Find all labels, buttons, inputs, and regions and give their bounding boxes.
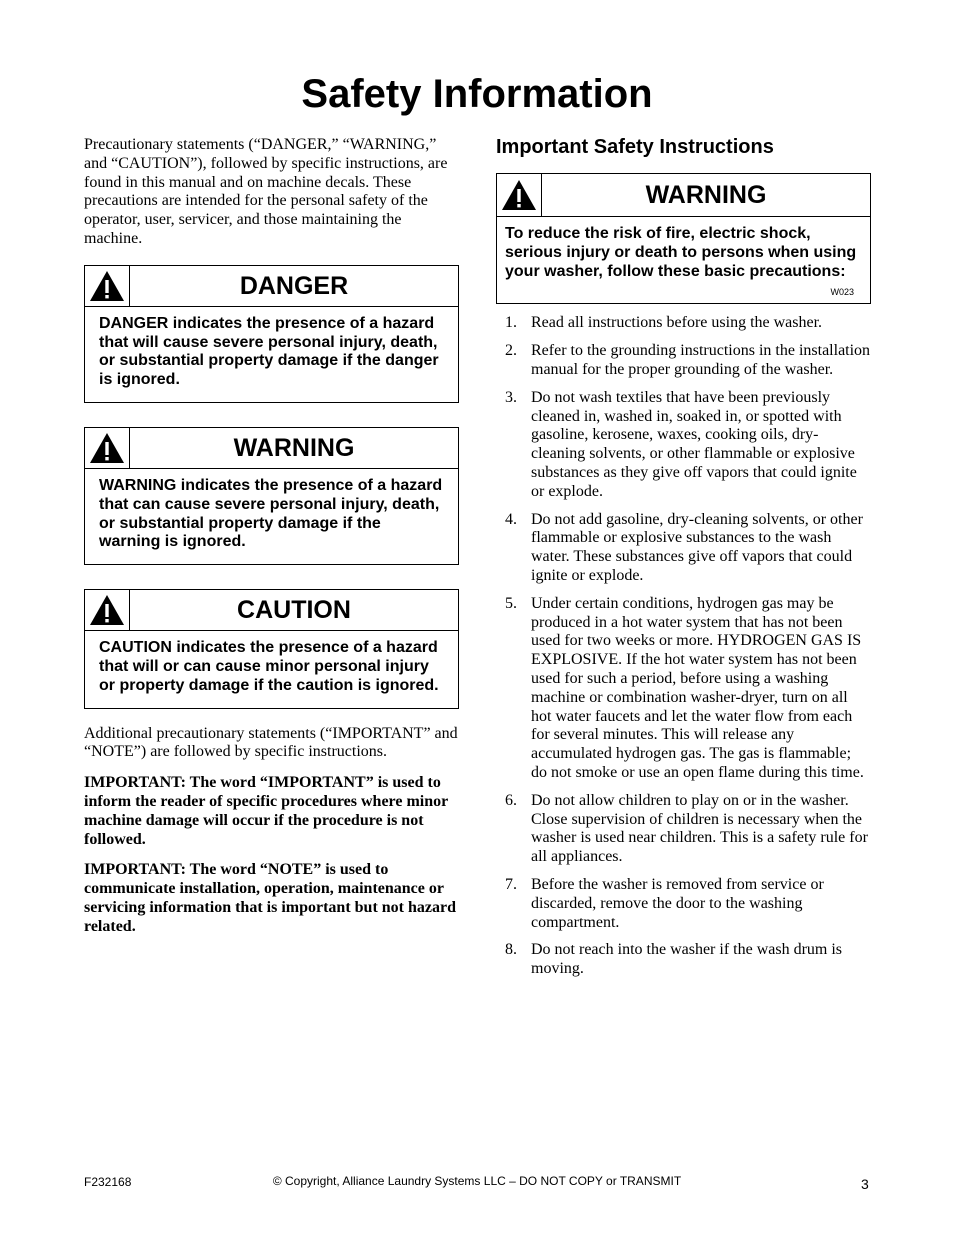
item-number: 7. [505,875,517,893]
list-item [496,876,871,932]
list-item [496,511,871,586]
note-paragraph: IMPORTANT: The word “NOTE” is used to communicate installation, operation, maintenance or servicing information that is important but not hazard related. [84,861,456,935]
warning-triangle-icon [497,174,542,216]
additional-paragraph: Additional precautionary statements (“IMPORTANT” and “NOTE”) are followed by specific instructions. [84,724,458,761]
item-text: Refer to the grounding instructions in the installation manual for the proper grounding of the washer. [531,342,871,378]
warning-title: WARNING [233,433,355,462]
intro-paragraph: Precautionary statements (“DANGER,” “WARNING,” and “CAUTION”), followed by specific instructions, are found in this manual and on machine decals. These precautions are intended for the personal safety of the operator, user, servicer, and those maintaining the machine. [84,136,448,247]
page-number: 3 [861,1176,869,1192]
warning-code: W023 [830,287,854,298]
footer-doc-number: F232168 [84,1175,132,1189]
caution-box-header [85,590,458,631]
caution-box [84,589,459,708]
item-number: 6. [505,791,517,809]
list-item [496,314,871,333]
section-heading: Important Safety Instructions [496,136,774,158]
warning-box [84,427,459,565]
list-item [496,389,871,502]
danger-body: DANGER indicates the presence of a hazard that will cause severe personal injury, death, or substantial property damage if the danger is ignored. [99,314,439,389]
item-text: Before the washer is removed from service or discarded, remove the door to the washing compartment. [531,875,824,931]
item-text: Do not add gasoline, dry-cleaning solvents, or other flammable or explosive substances to the wash water. These substances give off vapors that could ignite or explode. [531,510,863,584]
list-item [496,342,871,380]
list-item [496,792,871,867]
right-column [496,133,871,988]
safety-warning-title: WARNING [645,181,767,209]
item-number: 1. [505,314,517,332]
instructions-list [496,314,871,979]
item-text: Do not reach into the washer if the wash drum is moving. [531,941,843,978]
warning-box-header [85,428,458,469]
safety-warning-body: To reduce the risk of fire, electric shock, serious injury or death to persons when using your washer, follow these basic precautions: [505,225,857,280]
caution-title: CAUTION [237,596,351,625]
left-column [84,136,459,949]
safety-warning-header [497,174,870,217]
list-item [496,595,871,783]
item-text: Read all instructions before using the washer. [531,314,823,332]
item-number: 5. [505,594,517,612]
item-number: 3. [505,388,517,406]
important-paragraph: IMPORTANT: The word “IMPORTANT” is used to inform the reader of specific procedures where minor machine damage will occur if the procedure is not followed. [84,774,448,848]
danger-title: DANGER [239,271,349,300]
warning-triangle-icon [85,590,130,630]
safety-warning-box [496,173,871,304]
danger-box-header [85,266,458,307]
item-number: 4. [505,510,517,528]
item-text: Do not wash textiles that have been previously cleaned in, washed in, soaked in, or spotted with gasoline, kerosene, waxes, cooking oils, dry-cleaning solvents, or other flammable or explosive substances as they give off vapors that could ignite or explode. [531,388,857,500]
warning-triangle-icon [85,428,130,468]
page-title: Safety Information [301,72,653,116]
item-number: 2. [505,342,517,360]
warning-body: WARNING indicates the presence of a hazard that can cause severe personal injury, death, or substantial property damage if the warning is ignored. [99,476,443,551]
warning-triangle-icon [85,266,130,306]
footer-copyright: © Copyright, Alliance Laundry Systems LLC – DO NOT COPY or TRANSMIT [272,1174,682,1188]
item-number: 8. [505,941,517,959]
item-text: Do not allow children to play on or in the washer. Close supervision of children is necessary when the washer is used near children. This is a safety rule for all appliances. [531,791,868,866]
caution-body: CAUTION indicates the presence of a hazard that will or can cause minor personal injury or property damage if the caution is ignored. [99,639,439,694]
item-text: Under certain conditions, hydrogen gas may be produced in a hot water system that has not been used for two weeks or more. HYDROGEN GAS IS EXPLOSIVE. If the hot water system has not been used for such a period, before using a washing machine or combination washer-dryer, turn on all hot water faucets and let the water flow from each for several minutes. This will release any accumulated hydrogen gas. The gas is flammable; do not smoke or use an open flame during this time. [531,594,864,781]
danger-box [84,265,459,403]
list-item [496,941,871,979]
